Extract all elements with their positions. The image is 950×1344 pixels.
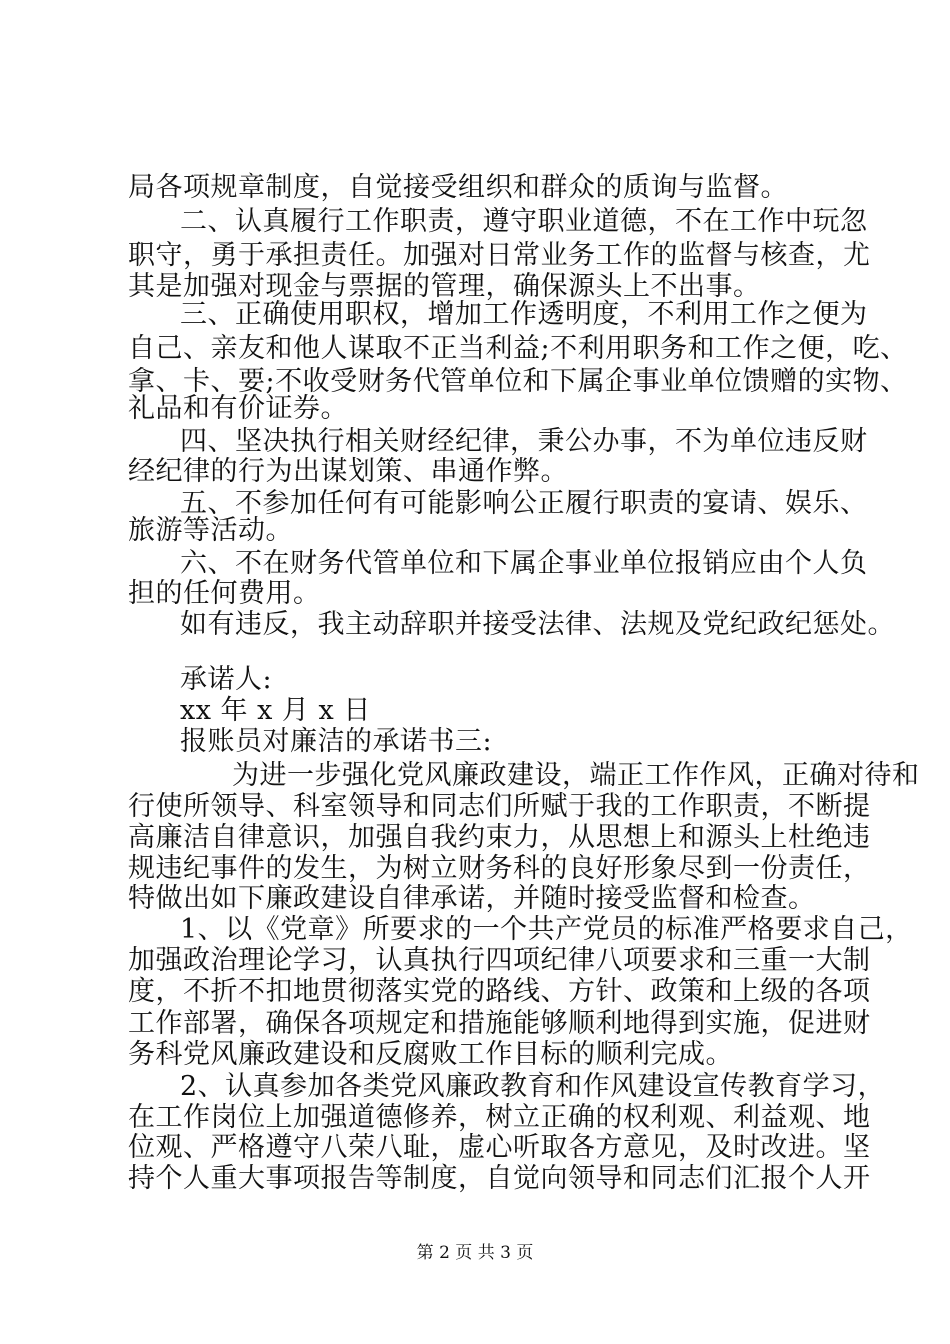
body-line: 经纪律的行为出谋划策、串通作弊。 [128,456,568,487]
body-line: 局各项规章制度，自觉接受组织和群众的质询与监督。 [128,172,788,203]
body-line: 务科党风廉政建设和反腐败工作目标的顺利完成。 [128,1039,733,1070]
body-line: 担的任何费用。 [128,578,321,609]
body-line: 二、认真履行工作职责，遵守职业道德，不在工作中玩忽 [180,206,868,237]
body-line: 旅游等活动。 [128,515,293,546]
body-line: 度，不折不扣地贯彻落实党的路线、方针、政策和上级的各项 [128,976,871,1007]
body-line: 礼品和有价证券。 [128,393,348,424]
body-line: 持个人重大事项报告等制度，自觉向领导和同志们汇报个人开 [128,1163,871,1194]
signatory-label: 承诺人: [180,664,273,695]
body-line: 拿、卡、要;不收受财务代管单位和下属企事业单位馈赠的实物、 [128,366,908,397]
date-line: xx 年 x 月 x 日 [180,695,371,726]
body-line: 四、坚决执行相关财经纪律，秉公办事，不为单位违反财 [180,426,868,457]
body-line: 三、正确使用职权，增加工作透明度，不利用工作之便为 [180,299,868,330]
body-line: 在工作岗位上加强道德修养，树立正确的权利观、利益观、地 [128,1102,871,1133]
body-line: 位观、严格遵守八荣八耻，虚心听取各方意见，及时改进。坚 [128,1132,871,1163]
body-line: 工作部署，确保各项规定和措施能够顺利地得到实施，促进财 [128,1008,871,1039]
body-line: 为进一步强化党风廉政建设，端正工作作风，正确对待和 [232,760,920,791]
body-line: 其是加强对现金与票据的管理，确保源头上不出事。 [128,271,761,302]
body-line: 1、以《党章》所要求的一个共产党员的标准严格要求自己， [180,914,913,945]
body-line: 五、不参加任何有可能影响公正履行职责的宴请、娱乐、 [180,488,868,519]
body-line: 六、不在财务代管单位和下属企事业单位报销应由个人负 [180,548,868,579]
body-line: 2、认真参加各类党风廉政教育和作风建设宣传教育学习， [180,1071,886,1102]
body-line: 行使所领导、科室领导和同志们所赋于我的工作职责，不断提 [128,791,871,822]
body-line: 特做出如下廉政建设自律承诺，并随时接受监督和检查。 [128,883,816,914]
body-line: 加强政治理论学习，认真执行四项纪律八项要求和三重一大制 [128,945,871,976]
section-heading: 报账员对廉洁的承诺书三: [180,726,493,757]
closing-line: 如有违反，我主动辞职并接受法律、法规及党纪政纪惩处。 [180,609,895,640]
body-line: 职守，勇于承担责任。加强对日常业务工作的监督与核查，尤 [128,240,871,271]
body-line: 高廉洁自律意识，加强自我约束力，从思想上和源头上杜绝违 [128,822,871,853]
body-line: 自己、亲友和他人谋取不正当利益;不利用职务和工作之便，吃、 [128,333,908,364]
page-footer: 第 2 页 共 3 页 [416,1243,534,1263]
body-line: 规违纪事件的发生，为树立财务科的良好形象尽到一份责任， [128,853,871,884]
